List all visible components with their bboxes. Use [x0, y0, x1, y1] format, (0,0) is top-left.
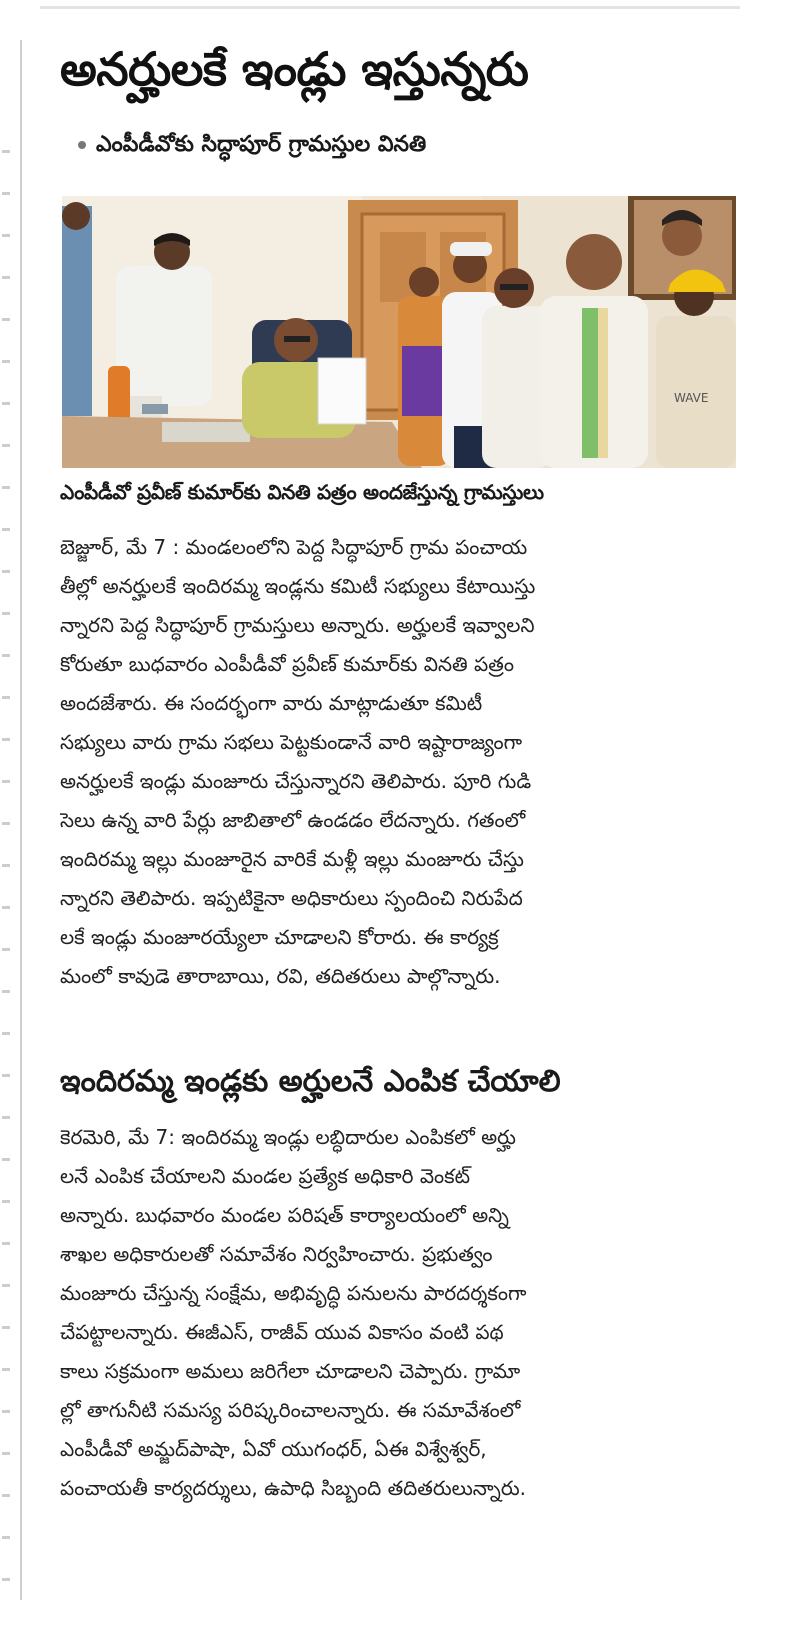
- tshirt-print: WAVE: [674, 391, 709, 405]
- article2-headline: ఇందిరమ్మ ఇండ్లకు అర్హులనే ఎంపిక చేయాలి: [60, 1064, 561, 1099]
- body-line: న్నారని పెద్ద సిద్ధాపూర్ గ్రామస్తులు అన్నారు. అర్హులకే ఇవ్వాలని: [60, 613, 535, 637]
- next-headline-cutoff: [60, 1602, 736, 1628]
- top-divider: [40, 6, 740, 9]
- body-line: ఎంపీడీవో అమ్జద్‌పాషా, ఏవో యుగంధర్, ఏఈ విశ్వేశ్వర్,: [60, 1437, 487, 1461]
- body-line: అన్నారు. బుధవారం మండల పరిషత్ కార్యాలయంలో అన్ని: [60, 1203, 509, 1227]
- body-line: కాలు సక్రమంగా అమలు జరిగేలా చూడాలని చెప్పారు. గ్రామా: [60, 1359, 521, 1383]
- body-line: సెలు ఉన్న వారి పేర్లు జాబితాలో ఉండడం లేదన్నారు. గతంలో: [60, 808, 526, 832]
- subhead-text: ఎంపీడీవోకు సిద్ధాపూర్ గ్రామస్తుల వినతి: [96, 132, 427, 157]
- body-line: శాఖల అధికారులతో సమావేశం నిర్వహించారు. ప్రభుత్వం: [60, 1242, 493, 1266]
- adjacent-column-edge: [2, 150, 10, 1590]
- body-line: బెజ్జూర్, మే 7 : మండలంలోని పెద్ద సిద్ధాపూర్ గ్రామ పంచాయ: [60, 535, 528, 559]
- column-divider: [20, 40, 22, 1600]
- article-subhead: [78, 128, 728, 162]
- body-line: కోరుతూ బుధవారం ఎంపీడీవో ప్రవీణ్ కుమార్‌కు వినతి పత్రం: [60, 652, 514, 676]
- body-line: లకే ఇండ్లు మంజూరయ్యేలా చూడాలని కోరారు. ఈ కార్యక్ర: [60, 925, 499, 949]
- body-line: సభ్యులు వారు గ్రామ సభలు పెట్టకుండానే వారి ఇష్టారాజ్యంగా: [60, 730, 523, 754]
- body-line: తీల్లో అనర్హులకే ఇందిరమ్మ ఇండ్లను కమిటీ సభ్యులు కేటాయిస్తు: [60, 574, 536, 598]
- news-photo: [62, 196, 736, 468]
- body-line: చేపట్టాలన్నారు. ఈజీఎస్, రాజీవ్ యువ వికాసం వంటి పథ: [60, 1320, 504, 1344]
- article2-body: [60, 1118, 736, 1508]
- body-line: మంలో కావుడె తారాబాయి, రవి, తదితరులు పాల్గొన్నారు.: [60, 964, 501, 988]
- photo-caption: ఎంపీడీవో ప్రవీణ్ కుమార్‌కు వినతి పత్రం అందజేస్తున్న గ్రామస్తులు: [60, 480, 544, 504]
- body-line: న్నారని తెలిపారు. ఇప్పటికైనా అధికారులు స్పందించి నిరుపేద: [60, 886, 523, 910]
- body-line: అందజేశారు. ఈ సందర్భంగా వారు మాట్లాడుతూ కమిటీ: [60, 691, 483, 715]
- body-line: కెరమెరి, మే 7: ఇందిరమ్మ ఇండ్లు లబ్ధిదారుల ఎంపికలో అర్హు: [60, 1125, 516, 1149]
- body-line: పంచాయతీ కార్యదర్శులు, ఉపాధి సిబ్బంది తదితరులున్నారు.: [60, 1476, 526, 1500]
- article-headline: అనర్హులకే ఇండ్లు ఇస్తున్నరు: [60, 42, 529, 96]
- body-line: ల్లో తాగునీటి సమస్య పరిష్కరించాలన్నారు. ఈ సమావేశంలో: [60, 1398, 521, 1422]
- body-line: లనే ఎంపిక చేయాలని మండల ప్రత్యేక అధికారి వెంకట్: [60, 1164, 471, 1188]
- body-line: మంజూరు చేస్తున్న సంక్షేమ, అభివృద్ధి పనులను పారదర్శకంగా: [60, 1281, 527, 1305]
- article1-body: [60, 528, 736, 996]
- bullet-icon: [78, 141, 86, 149]
- body-line: ఇందిరమ్మ ఇల్లు మంజూరైన వారికే మళ్లీ ఇల్లు మంజూరు చేస్తు: [60, 847, 524, 871]
- body-line: అనర్హులకే ఇండ్లు మంజూరు చేస్తున్నారని తెలిపారు. పూరి గుడి: [60, 769, 532, 793]
